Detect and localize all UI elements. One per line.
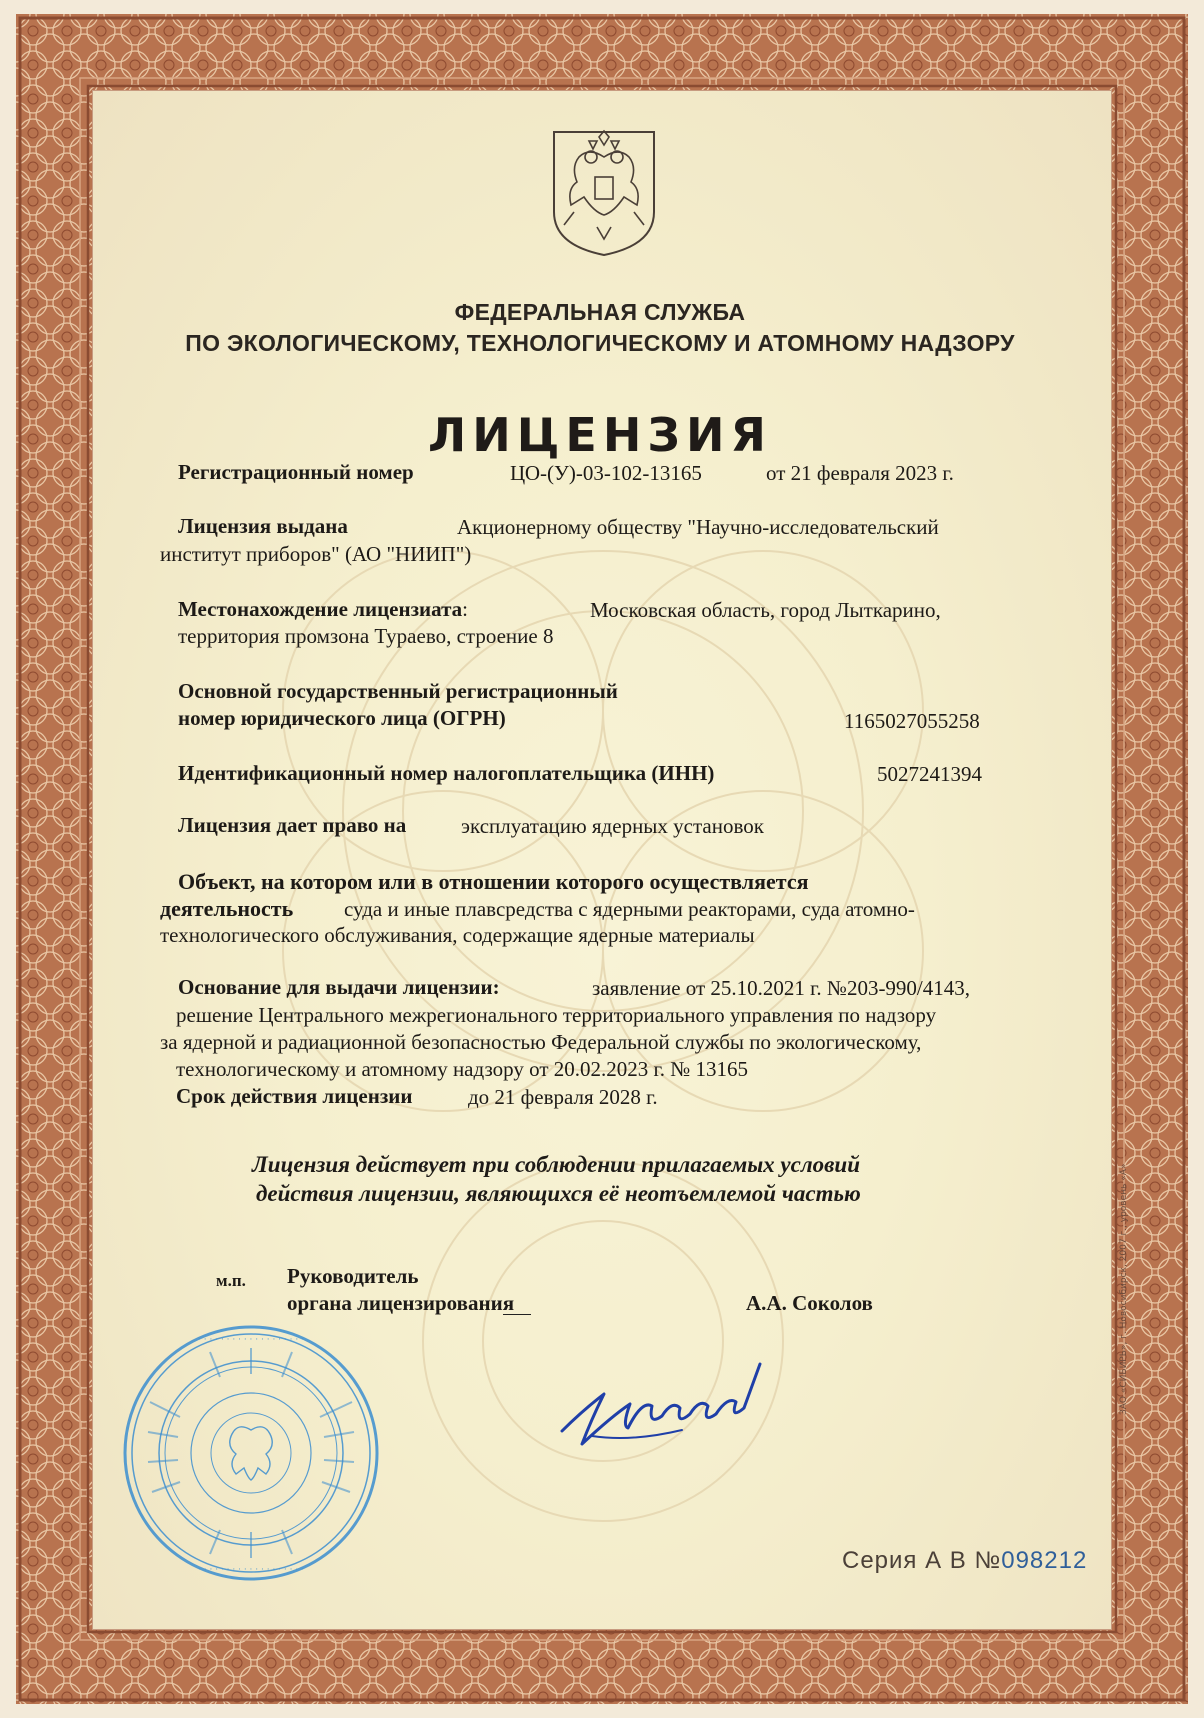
registration-label: Регистрационный номер [178,460,414,484]
issued-to-line2: институт приборов" (АО "НИИП") [160,542,472,566]
basis-label: Основание для выдачи лицензии: [178,975,500,999]
signatory-role-line1: Руководитель [287,1264,419,1288]
location-line1: Московская область, город Лыткарино, [590,598,941,622]
validity-label: Срок действия лицензии [176,1084,413,1108]
ogrn-value: 1165027055258 [844,709,980,733]
printer-note: ЗАО «СИБИРЬ», г. Новосибирск, 2007 г., уровень «А» [1119,1163,1129,1415]
validity-value: до 21 февраля 2028 г. [468,1085,658,1109]
agency-name-line1: ФЕДЕРАЛЬНАЯ СЛУЖБА [454,299,746,325]
signature-line [503,1314,531,1315]
coat-of-arms-emblem [549,127,659,257]
object-label-line2: деятельность [160,896,294,921]
signatory-role-line2: органа лицензирования [287,1291,515,1315]
basis-line2: решение Центрального межрегионального территориального управления по надзору [176,1003,937,1027]
conditions-line1: Лицензия действует при соблюдении прилагаемых условий [252,1152,860,1177]
ogrn-label-line1: Основной государственный регистрационный [178,679,618,703]
official-seal-stamp [120,1322,382,1584]
location-label: Местонахождение лицензиата: [178,597,469,621]
right-value: эксплуатацию ядерных установок [461,814,764,838]
object-label-line1: Объект, на котором или в отношении которого осуществляется [178,869,809,894]
svg-text:· · · · · · · · · · · · · · ·: · · · · · · · · · · · · · · · · · · · [198,1335,304,1345]
series-number [842,1547,1087,1575]
object-line2: технологического обслуживания, содержащие ядерные материалы [160,923,755,947]
registration-number: ЦО-(У)-03-102-13165 [510,461,702,485]
object-line1: суда и иные плавсредства с ядерными реакторами, суда атомно- [344,897,915,921]
svg-text:· · · · · · · · · · · · · · ·: · · · · · · · · · · · · · · · · · · · [198,1565,304,1575]
issued-to-label: Лицензия выдана [178,514,348,538]
handwritten-signature [552,1356,792,1466]
conditions-line2: действия лицензии, являющихся её неотъемлемой частью [256,1181,861,1206]
basis-line4: технологическому и атомному надзору от 20.02.2023 г. № 13165 [176,1057,749,1081]
series-number-sign: № [974,1547,1002,1574]
location-line2: территория промзона Тураево, строение 8 [178,624,554,648]
issued-to-line1: Акционерному обществу "Научно-исследовательский [457,515,939,539]
series-label: Серия [842,1547,918,1574]
ogrn-label-line2: номер юридического лица (ОГРН) [178,706,506,730]
basis-line1: заявление от 25.10.2021 г. №203-990/4143, [592,976,971,1000]
basis-line3: за ядерной и радиационной безопасностью Федеральной службы по экологическому, [160,1030,922,1054]
inn-value: 5027241394 [877,762,982,786]
agency-name-line2: ПО ЭКОЛОГИЧЕСКОМУ, ТЕХНОЛОГИЧЕСКОМУ И АТОМНОМУ НАДЗОРУ [185,330,1015,356]
series-code: А В [925,1547,967,1574]
signatory-name: А.А. Соколов [746,1291,873,1315]
seal-place-label: м.п. [216,1271,246,1290]
right-label: Лицензия дает право на [178,813,407,837]
registration-date: от 21 февраля 2023 г. [766,461,954,485]
document-title: ЛИЦЕНЗИЯ [428,408,772,462]
inn-label: Идентификационный номер налогоплательщика (ИНН) [178,761,715,785]
series-number-value: 098212 [1001,1547,1088,1574]
